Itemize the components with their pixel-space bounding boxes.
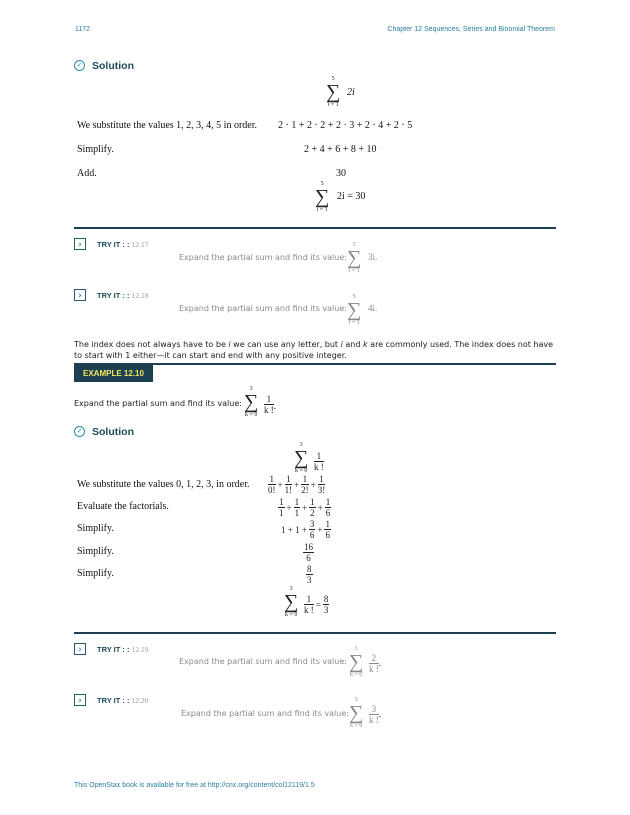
sum-fraction: $\frac{3}{k !}$ . [369, 704, 381, 725]
solution-title: Solution [92, 426, 134, 438]
sum-term: 4i. [368, 303, 378, 313]
result-expr: $\frac{1}{k !}$ = $\frac{8}{3}$ [304, 594, 329, 615]
sum-term: 2i [347, 87, 355, 98]
step-label-1: We substitute the values 1, 2, 3, 4, 5 in order. [77, 120, 257, 131]
try-it-label: TRY IT : : 12.17 [97, 240, 149, 249]
step-label-3: Add. [77, 168, 97, 179]
try-it-prompt: Expand the partial sum and find its value: [181, 709, 349, 718]
section-divider [74, 632, 556, 634]
step-expr-2: $\frac{1}{1}$ + $\frac{1}{1}$ + $\frac{1}{2}$ + $\frac{1}{6}$ [279, 497, 331, 518]
try-it-prompt: Expand the partial sum and find its value: [179, 304, 347, 313]
section-divider [74, 227, 556, 229]
page-number: 1172 [75, 26, 91, 33]
try-it-expand-button[interactable]: › [74, 694, 86, 706]
step-label-3: Simplify. [77, 523, 114, 534]
example-badge: EXAMPLE 12.10 [74, 365, 153, 382]
footer-link[interactable]: This OpenStax book is available for free at http://cnx.org/content/col12119/1.5 [74, 782, 315, 789]
summation-symbol: 3 ∑ k = 0 [349, 646, 364, 678]
summation-symbol: 3 ∑ k = 0 [349, 697, 364, 729]
result-expr: 2i = 30 [337, 191, 366, 202]
result-summation-symbol: 5 ∑ i = 1 [315, 181, 330, 213]
example-prompt: Expand the partial sum and find its value: [74, 399, 242, 408]
check-circle-icon: ✓ [74, 60, 85, 71]
try-it-label: TRY IT : : 12.20 [97, 696, 149, 705]
sum-fraction: $\frac{2}{k !}$ . [369, 653, 381, 674]
step-expr-3: 30 [336, 168, 346, 179]
sum-term: 3i. [368, 252, 378, 262]
step-label-2: Simplify. [77, 144, 114, 155]
try-it-expand-button[interactable]: › [74, 643, 86, 655]
step-label-2: Evaluate the factorials. [77, 501, 169, 512]
try-it-prompt: Expand the partial sum and find its value: [179, 657, 347, 666]
try-it-label: TRY IT : : 12.18 [97, 291, 149, 300]
result-summation-symbol: 3 ∑ k = 0 [284, 586, 299, 618]
step-label-5: Simplify. [77, 568, 114, 579]
solution-title: Solution [92, 60, 134, 72]
sum-fraction: $\frac{1}{k !}$ [314, 451, 324, 472]
step-expr-5: $\frac{8}{3}$ [307, 564, 312, 585]
step-expr-3: 1 + 1 + $\frac{3}{6}$ + $\frac{1}{6}$ [281, 519, 330, 540]
body-paragraph: The index does not always have to be i we can use any letter, but i and k are commonly used. The index does not have to start with 1 either—it can start and end with any positive integer. [74, 340, 554, 360]
summation-symbol: 5 ∑ i = 1 [326, 76, 341, 108]
try-it-prompt: Expand the partial sum and find its value: [179, 253, 347, 262]
try-it-label: TRY IT : : 12.19 [97, 645, 149, 654]
summation-symbol: 5 ∑ i = 1 [347, 242, 362, 274]
step-expr-1: 2 · 1 + 2 · 2 + 2 · 3 + 2 · 4 + 2 · 5 [278, 120, 413, 131]
summation-symbol: 3 ∑ k = 0 [244, 386, 259, 418]
check-circle-icon: ✓ [74, 426, 85, 437]
summation-symbol: 5 ∑ i = 1 [347, 294, 362, 326]
step-expr-1: $\frac{1}{0!}$ + $\frac{1}{1!}$ + $\frac{1}{2!}$ + $\frac{1}{3!}$ [268, 474, 326, 495]
try-it-expand-button[interactable]: › [74, 238, 86, 250]
summation-symbol: 3 ∑ k = 0 [294, 442, 309, 474]
try-it-expand-button[interactable]: › [74, 289, 86, 301]
step-label-4: Simplify. [77, 546, 114, 557]
example-fraction: $\frac{1}{k !}$ . [264, 394, 276, 415]
step-label-1: We substitute the values 0, 1, 2, 3, in order. [77, 479, 250, 490]
chapter-title: Chapter 12 Sequences, Series and Binomial Theorem [387, 26, 555, 33]
step-expr-4: $\frac{16}{6}$ [304, 542, 313, 563]
step-expr-2: 2 + 4 + 6 + 8 + 10 [304, 144, 377, 155]
